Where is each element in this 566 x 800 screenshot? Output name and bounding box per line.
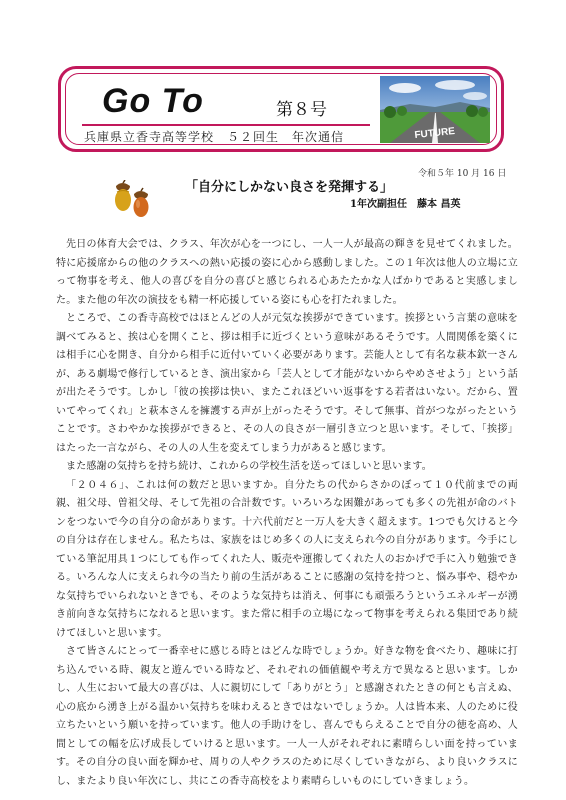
- article-body: [56, 236, 518, 791]
- article-author: 1年次副担任 藤本 昌英: [350, 199, 461, 210]
- paragraph: 「２０４６」、これは何の数だと思いますか。自分たちの代からさかのぼって１０代前までの両親、祖父母、曽祖父母、そして先祖の合計数です。いろいろな困難があっても多くの先祖が命のバトンをつないで今の自分の命があります。十六代前だと一万人を大きく超えます。1つでも欠けると今の自分は存在しません。私たちは、家族をはじめ多くの人に支えられ今の自分があります。今手にしている筆記用具１つにしても作ってくれた人、販売や運搬してくれた人のおかげで手に入り勉強できる。いろんな人に支えられ今の当たり前の生活があることに感謝の気持を持つと、悩み事や、穏やかな気持ちでいられないときでも、そのような気持ちは消え、何事にも頑張ろうというエネルギーが湧き前向きな気持ちになれると思います。また常に相手の立場になって物事を考えられる集団であり続けてほしいと思います。: [56, 479, 518, 639]
- newsletter-subtitle: 兵庫県立香寺高等学校 ５２回生 年次通信: [84, 130, 345, 144]
- future-road-image: [380, 76, 490, 143]
- issue-number: 第８号: [276, 100, 327, 120]
- article-headline: 「自分にしかない良さを発揮する」: [185, 180, 394, 195]
- acorn-illustration: [108, 180, 156, 220]
- future-road-text: FUTURE: [413, 125, 456, 142]
- header-rule: [82, 124, 370, 126]
- paragraph: さて皆さんにとって一番幸せに感じる時とはどんな時でしょうか。好きな物を食べたり、趣味に打ち込んでいる時、親友と遊んでいる時など、それぞれの価値観や考え方で異なると思います。しかし、人生において最大の喜びは、人に親切にして「ありがとう」と感謝されたときの何とも言えぬ、心の底から湧き上がる温かい気持ちを味わえるときではないでしょうか。人は皆本来、人のために役立ちたいという願いを持っています。他人の手助けをし、喜んでもらえることで自分の徳を高め、人間としての幅を広げ成長していけると思います。一人一人がそれぞれに素晴らしい面を持っています。その自分の良い面を輝かせ、周りの人やクラスのために尽くしていきながら、より良いクラスにし、またより良い年次にし、共にこの香寺高校をより素晴らしいものにしていきましょう。: [56, 646, 518, 787]
- paragraph: ところで、この香寺高校ではほとんどの人が元気な挨拶ができています。挨拶という言葉の意味を調べてみると、挨は心を開くこと、拶は相手に近づくという意味があるそうです。人間関係を築くには相手に心を開き、自分から相手に近付いていく必要があります。芸能人として有名な萩本欽一さんが、ある劇場で修行しているとき、演出家から「芸人として才能がないからやめさせよう」という話が出たそうです。しかし「彼の挨拶は快い、またこれほどいい返事をする若者はいない。だから、置いてやってくれ」と萩本さんを擁護する声が上がったそうです。そして無事、首がつながったということです。さわやかな挨拶ができると、その人の良さが一層引き立つと思います。そして、「挨拶」はたった一言ながら、その人の人生を変えてしまう力があると感じます。: [56, 313, 518, 454]
- paragraph: 先日の体育大会では、クラス、年次が心を一つにし、一人一人が最高の輝きを見せてくれました。特に応援席からの他のクラスへの熱い応援の姿に心から感動しました。この１年次は他人の立場に立って物事を考え、他人の喜びを自分の喜びと感じられる心あたたかな人ばかりであると実感しました。また他の年次の演技をも精一杯応援している姿にも心を打たれました。: [56, 239, 518, 306]
- newsletter-logo: Go To: [102, 82, 204, 120]
- paragraph: また感謝の気持ちを持ち続け、これからの学校生活を送ってほしいと思います。: [66, 461, 432, 472]
- issue-date: 令和５年 10 月 16 日: [418, 169, 507, 179]
